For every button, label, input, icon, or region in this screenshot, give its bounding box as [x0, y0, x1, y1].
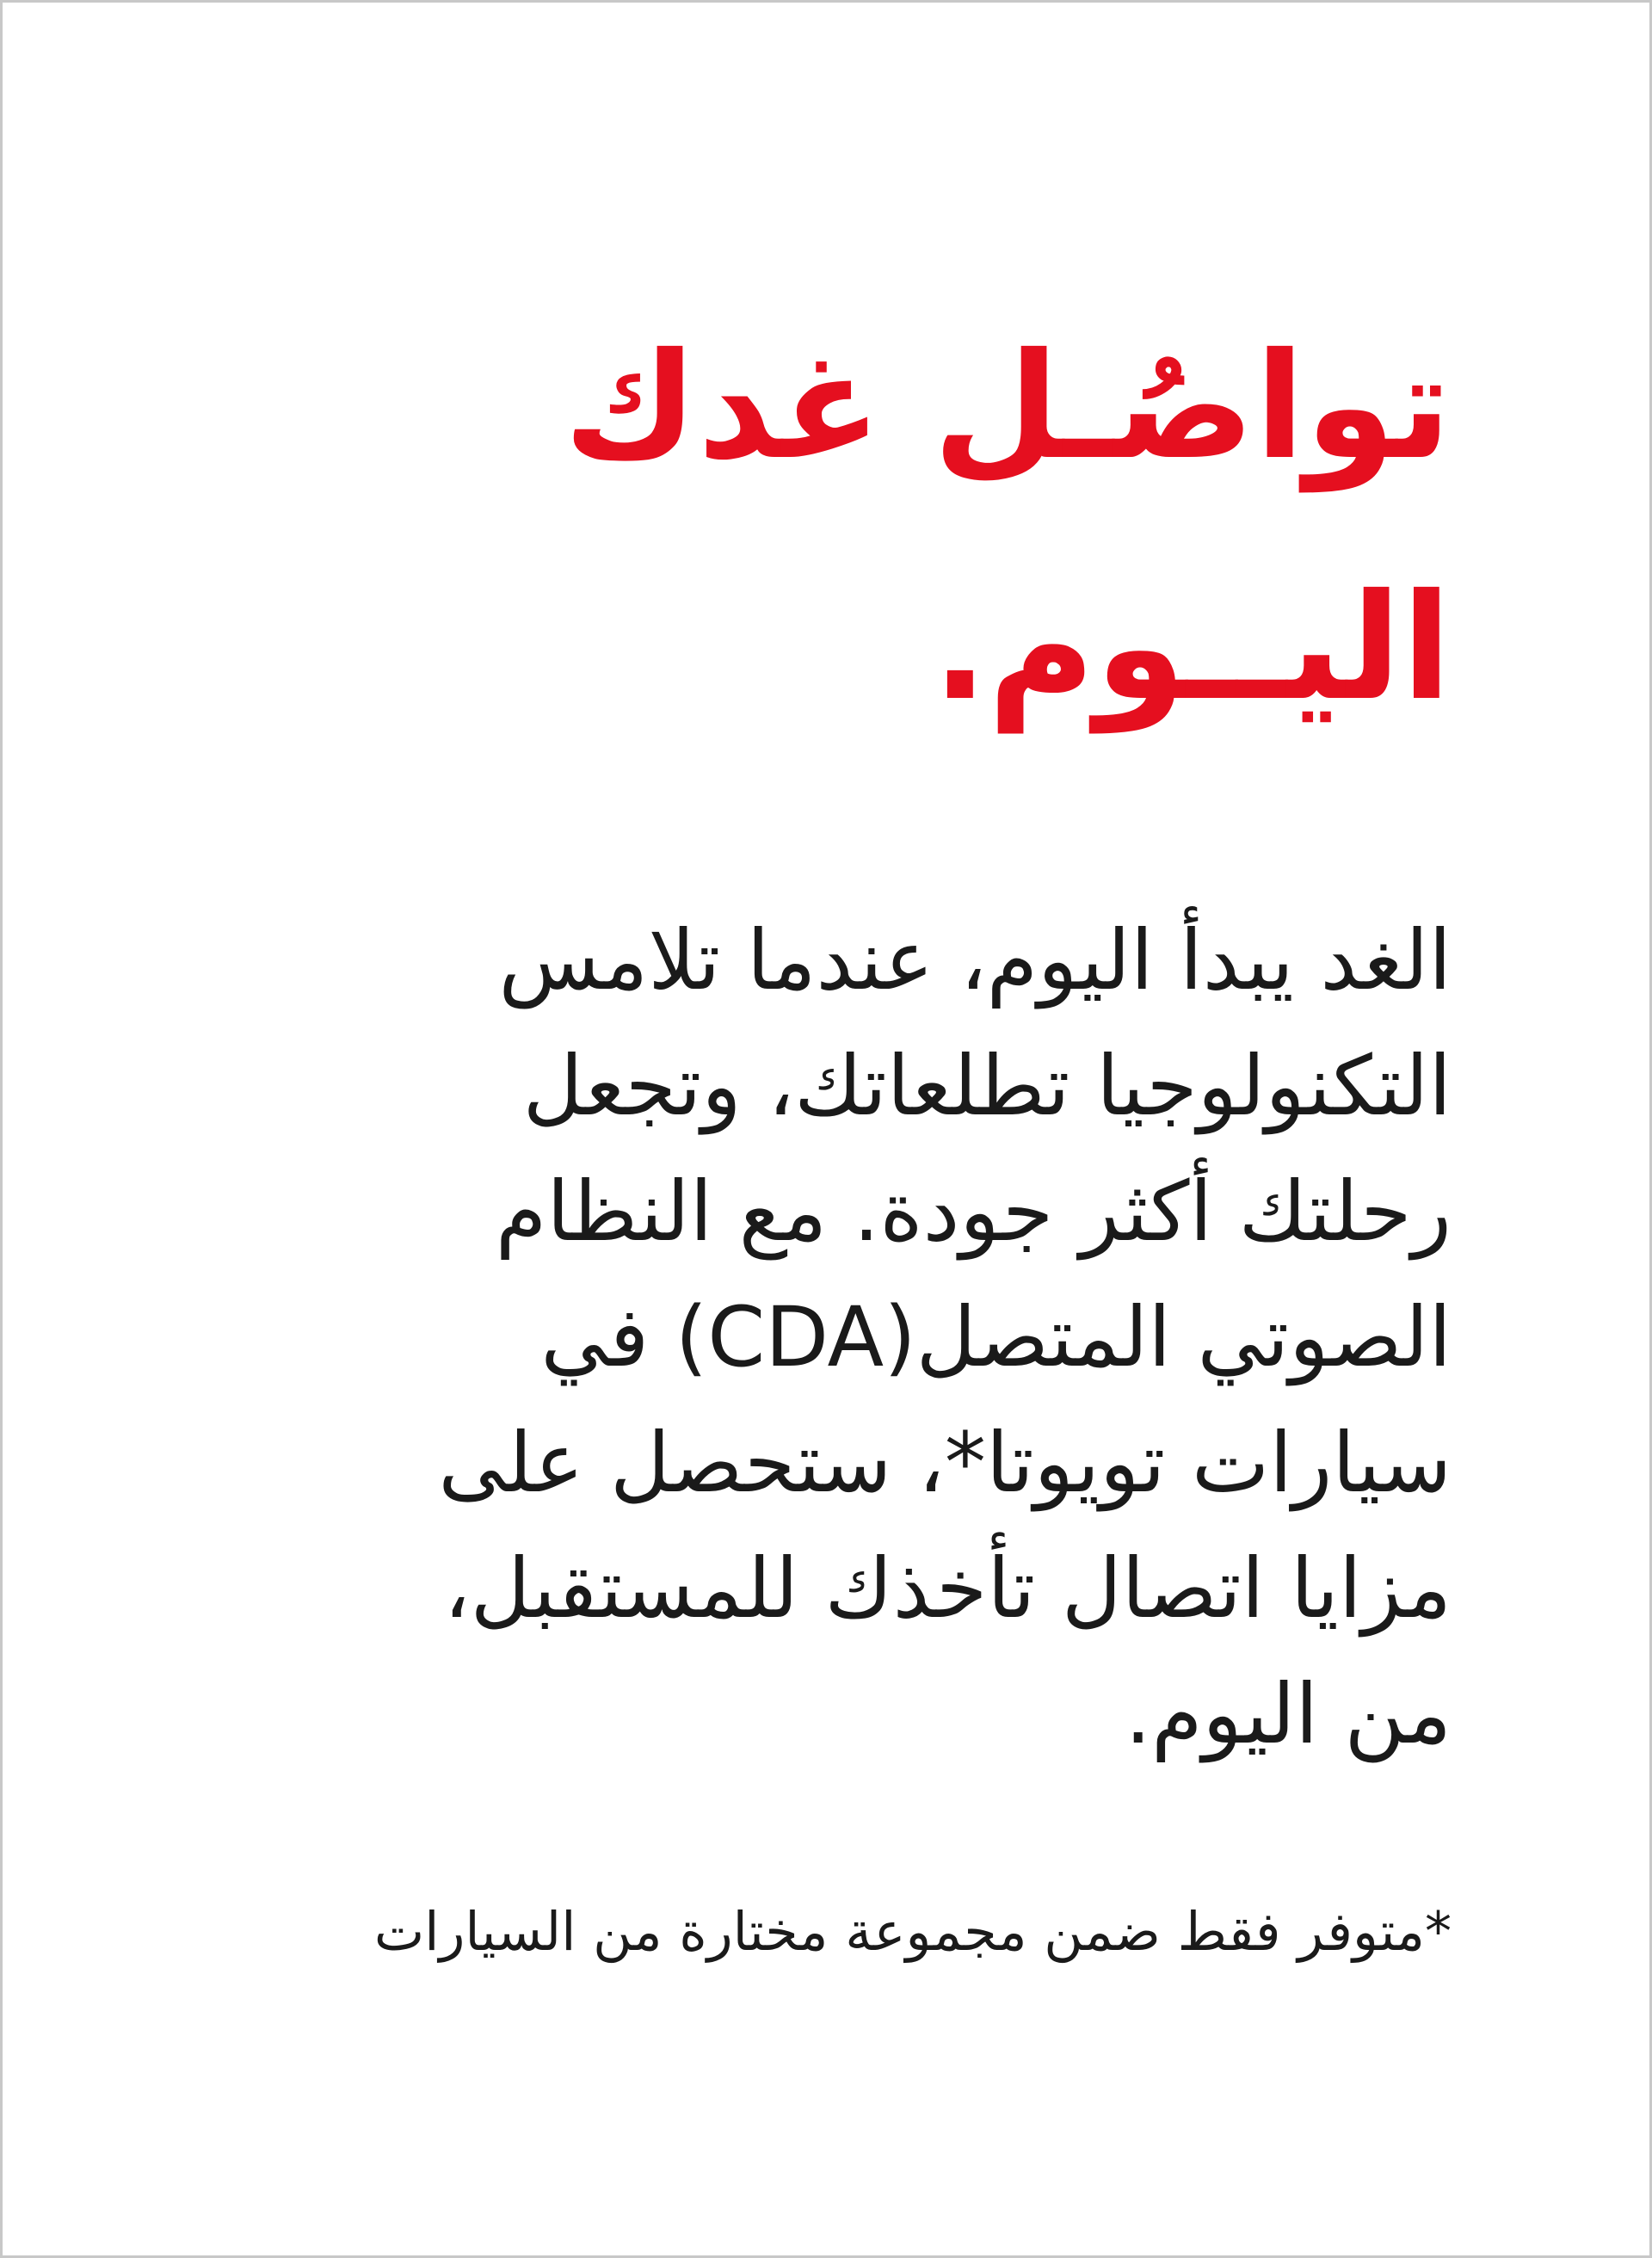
headline-line-1: تواصُـل غدك [563, 322, 1452, 492]
headline-line-2: اليــوم. [932, 563, 1452, 733]
body-line-3: رحلتك أكثر جودة. مع النظام [495, 1163, 1452, 1260]
body-line-2: التكنولوجيا تطلعاتك، وتجعل [522, 1038, 1452, 1134]
headline [161, 287, 1452, 768]
ad-copy [161, 287, 1452, 1966]
body-line-7: من اليوم. [1125, 1666, 1452, 1762]
body-line-6: مزايا اتصال تأخذك للمستقبل، [443, 1540, 1452, 1637]
body-line-4: الصوتي المتصل(CDA) في [540, 1289, 1452, 1385]
footnote: *متوفر فقط ضمن مجموعة مختارة من السيارات [373, 1900, 1452, 1963]
body-paragraph [161, 898, 1452, 1777]
body-line-5: سيارات تويوتا*، ستحصل على [438, 1415, 1452, 1511]
body-line-1: الغد يبدأ اليوم، عندما تلامس [498, 912, 1452, 1009]
